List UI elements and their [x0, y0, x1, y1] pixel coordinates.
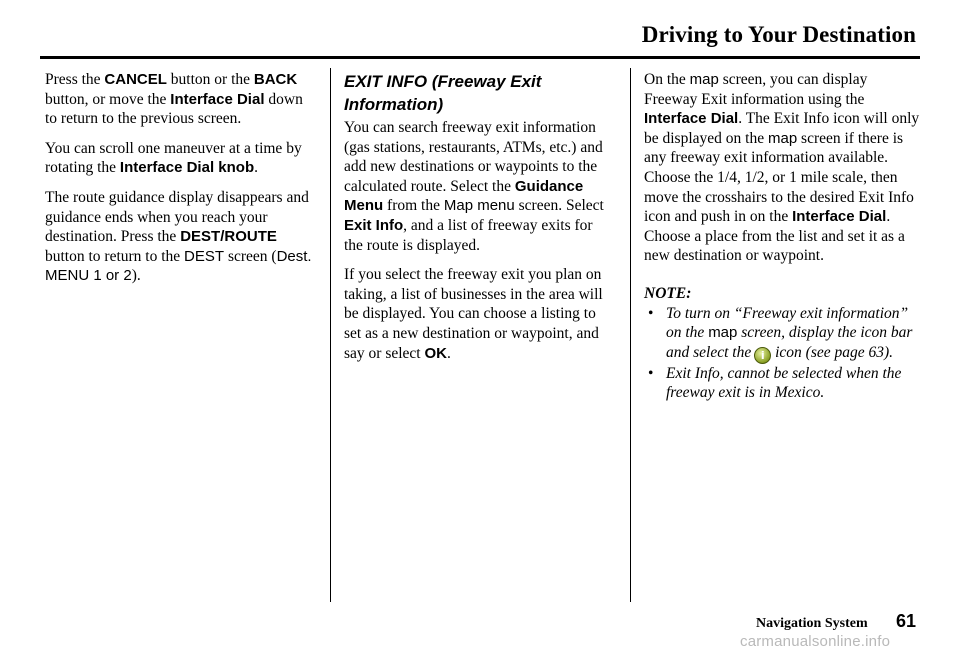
text: Press the: [45, 71, 105, 88]
key-cancel: CANCEL: [104, 71, 167, 88]
paragraph-cancel-back: [45, 70, 317, 129]
screen-map: map: [708, 324, 738, 342]
paragraph-scroll: [45, 139, 317, 178]
text: screen (: [224, 247, 277, 265]
paragraph-guidance-ends: [45, 188, 317, 286]
key-back: BACK: [253, 71, 298, 88]
key-exit-info: Exit Info: [344, 216, 404, 234]
text: The route guidance display disappears and guidance ends when you reach your destination. Press the: [45, 188, 309, 246]
screen-dest: DEST: [184, 247, 225, 265]
text: . Choose a place from the list and set it as a new destination or waypoint.: [644, 208, 905, 265]
key-slash: /: [220, 228, 225, 246]
paragraph-exit-info: [344, 118, 614, 255]
key-interface-dial: Interface Dial: [170, 90, 265, 108]
screen-map: map: [689, 71, 719, 88]
text: down to return to the previous screen.: [45, 90, 303, 128]
key-dest: DEST: [180, 228, 221, 246]
screen-dest-menu: Dest. MENU 1 or 2: [45, 247, 312, 285]
key-interface-dial-knob: Interface Dial knob: [119, 159, 255, 177]
text: icon (see page 63).: [771, 343, 894, 361]
text: If you select the freeway exit you plan on taking, a list of businesses in the area will be displayed. You can choose a listing to set as a new destination or waypoint, and say or select: [344, 266, 603, 362]
footer-label: Navigation System: [756, 616, 868, 631]
paragraph-select-exit: [344, 265, 614, 363]
text: You can search freeway exit information (gas stations, restaurants, ATMs, etc.) and add new destinations or waypoints to the calculated route. Select the: [344, 119, 603, 195]
text: screen, you can display Freeway Exit information using the: [644, 71, 868, 108]
header-rule: [40, 56, 920, 59]
watermark: carmanualsonline.info: [740, 633, 891, 650]
text: screen, display the icon bar and select the: [666, 324, 913, 361]
column-divider-right: [630, 68, 631, 602]
column-3: [644, 70, 922, 403]
key-route: ROUTE: [224, 228, 277, 246]
note-item-freeway-exit: [644, 304, 922, 364]
text: . The Exit Info icon will only be displayed on the: [644, 110, 920, 147]
screen-map: map: [767, 129, 798, 147]
section-heading-exit-info: EXIT INFO (Freeway Exit Information): [344, 72, 542, 114]
paragraph-map-exit-info: [644, 70, 922, 266]
text: button to return to the: [45, 247, 185, 265]
key-ok: OK: [424, 344, 447, 362]
screen-map-menu: Map menu: [443, 197, 515, 215]
key-interface-dial: Interface Dial: [792, 208, 887, 226]
note-list: [644, 304, 922, 403]
column-1: [45, 70, 317, 296]
text: screen if there is any freeway exit information available. Choose the 1/4, 1/2, or 1 mile scale, then move the crosshairs to the desired Exit Info icon and push in on the: [644, 129, 914, 226]
text: screen. Select: [514, 197, 604, 215]
text: .: [254, 159, 258, 177]
key-interface-dial: Interface Dial: [644, 110, 739, 128]
text: from the: [383, 197, 444, 215]
text: You can scroll one maneuver at a time by rotating the: [45, 139, 302, 177]
text: ).: [131, 267, 141, 285]
text: Exit Info, cannot be selected when the freeway exit is in Mexico.: [666, 364, 902, 402]
text: .: [446, 344, 451, 362]
page-number: 61: [896, 611, 917, 631]
note-label: NOTE:: [644, 284, 692, 302]
key-guidance-menu: Guidance Menu: [344, 177, 584, 215]
text: button, or move the: [45, 90, 171, 108]
text: , and a list of freeway exits for the route is displayed.: [344, 216, 593, 254]
column-divider-left: [330, 68, 331, 602]
text: To turn on “Freeway exit information” on the: [666, 304, 909, 342]
column-2: [344, 70, 614, 373]
page-header-title: Driving to Your Destination: [641, 22, 916, 47]
note-item-mexico: [644, 364, 922, 403]
info-icon: i: [754, 347, 771, 364]
text: button or the: [166, 71, 254, 88]
text: On the: [644, 71, 690, 88]
